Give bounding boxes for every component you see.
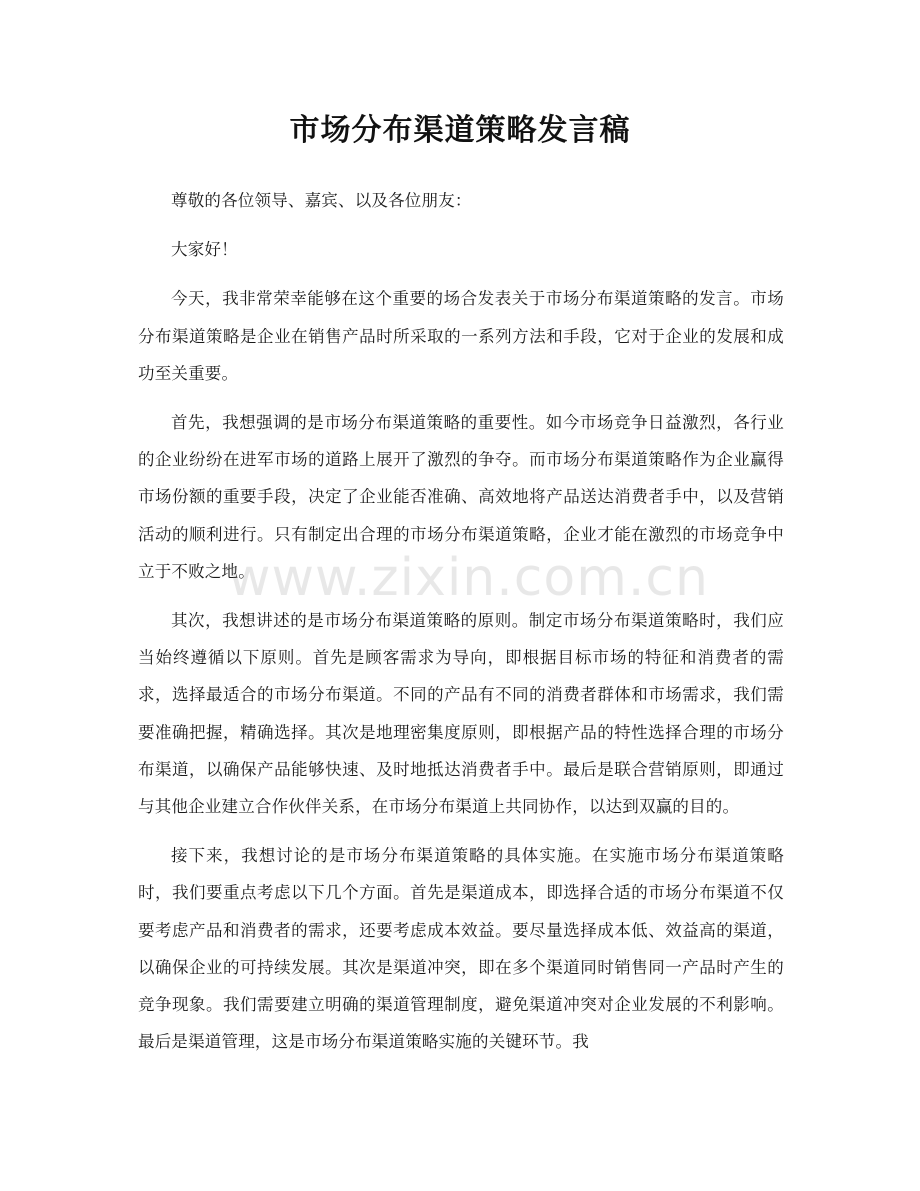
paragraph-principles: 其次，我想讲述的是市场分布渠道策略的原则。制定市场分布渠道策略时，我们应当始终遵循以下原则。首先是顾客需求为导向，即根据目标市场的特征和消费者的需求，选择最适合的市场分布渠道。不同的产品有不同的消费者群体和市场需求，我们需要准确把握，精确选择。其次是地理密集度原则，即根据产品的特性选择合理的市场分布渠道，以确保产品能够快速、及时地抵达消费者手中。最后是联合营销原则，即通过与其他企业建立合作伙伴关系，在市场分布渠道上共同协作，以达到双赢的目的。 (138, 611, 784, 817)
paragraph-salutation: 尊敬的各位领导、嘉宾、以及各位朋友： (171, 191, 472, 210)
document-title: 市场分布渠道策略发言稿 (289, 113, 631, 148)
watermark: www.zixin.com.cn (228, 548, 709, 608)
paragraph-intro: 今天，我非常荣幸能够在这个重要的场合发表关于市场分布渠道策略的发言。市场分布渠道策略是企业在销售产品时所采取的一系列方法和手段，它对于企业的发展和成功至关重要。 (138, 289, 784, 383)
paragraph-greeting: 大家好！ (171, 240, 238, 260)
paragraph-importance: 首先，我想强调的是市场分布渠道策略的重要性。如今市场竞争日益激烈，各行业的企业纷纷在进军市场的道路上展开了激烈的争夺。而市场分布渠道策略作为企业赢得市场份额的重要手段，决定了企业能否准确、高效地将产品送达消费者手中，以及营销活动的顺利进行。只有制定出合理的市场分布渠道策略，企业才能在激烈的市场竞争中立于不败之地。 (138, 413, 784, 581)
document-body (138, 182, 784, 1072)
paragraph-implementation: 接下来，我想讨论的是市场分布渠道策略的具体实施。在实施市场分布渠道策略时，我们要重点考虑以下几个方面。首先是渠道成本，即选择合适的市场分布渠道不仅要考虑产品和消费者的需求，还要考虑成本效益。要尽量选择成本低、效益高的渠道，以确保企业的可持续发展。其次是渠道冲突，即在多个渠道同时销售同一产品时产生的竞争现象。我们需要建立明确的渠道管理制度，避免渠道冲突对企业发展的不利影响。最后是渠道管理，这是市场分布渠道策略实施的关键环节。我 (138, 846, 784, 1052)
